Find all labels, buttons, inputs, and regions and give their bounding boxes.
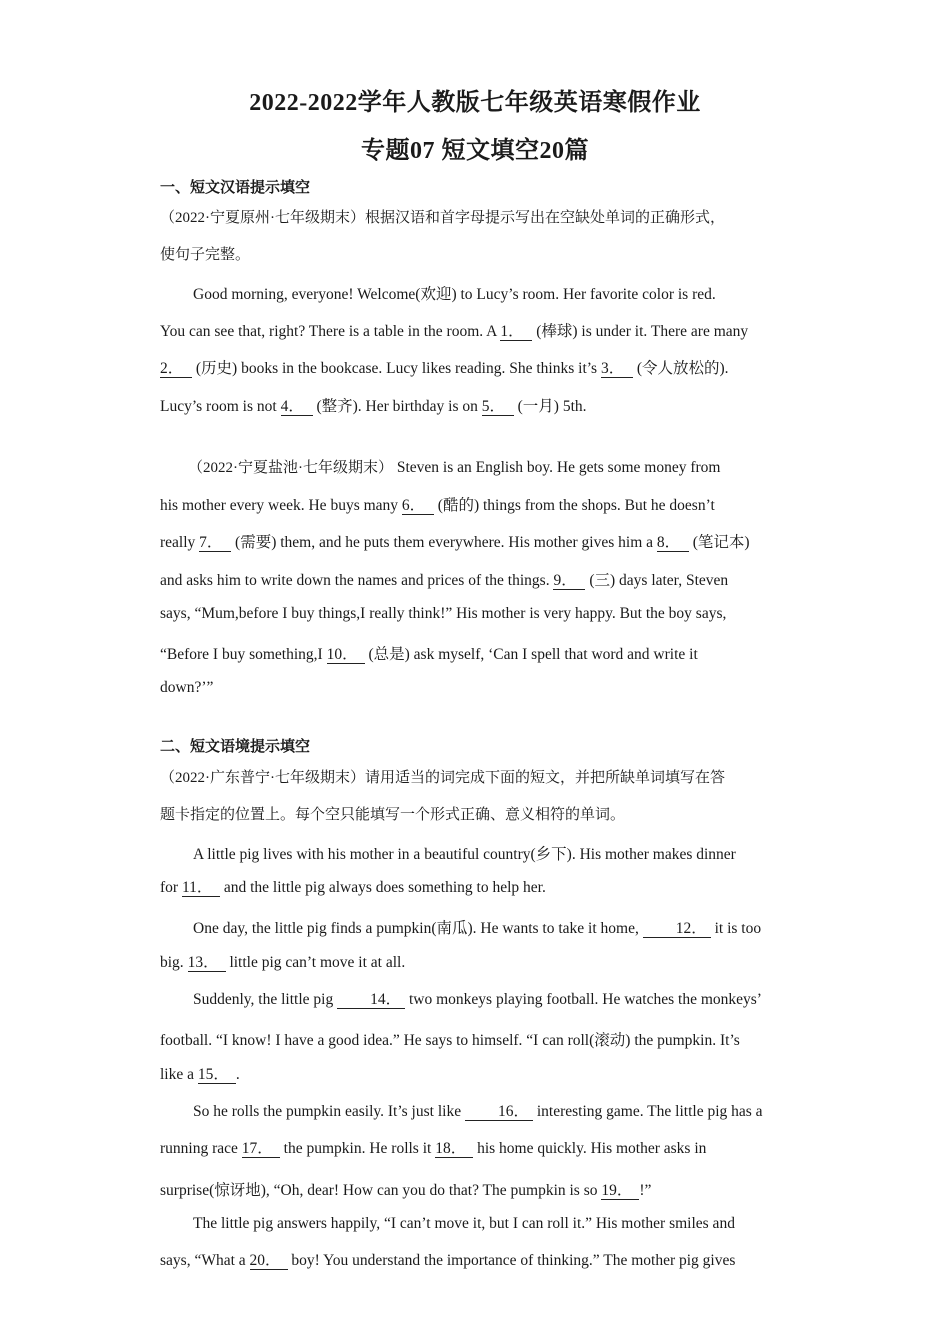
- passage2-line-6: “Before I buy something,I 10． (总是) ask myself, ‘Can I spell that word and write it: [160, 646, 698, 663]
- passage3-line-8: So he rolls the pumpkin easily. It’s just like 16． interesting game. The little pig has a: [193, 1103, 763, 1120]
- blank-9[interactable]: 9．: [553, 573, 585, 590]
- passage3-line-10: surprise(惊讶地), “Oh, dear! How can you do that? The pumpkin is so 19． !”: [160, 1182, 652, 1199]
- blank-15[interactable]: 15．: [198, 1067, 236, 1084]
- passage3-line-7: like a 15． .: [160, 1066, 240, 1083]
- blank-18[interactable]: 18．: [435, 1141, 473, 1158]
- blank-2[interactable]: 2．: [160, 361, 192, 378]
- passage2-line-1: （2022·宁夏盐池·七年级期末） Steven is an English boy. He gets some money from: [188, 459, 721, 476]
- blank-16[interactable]: 16．: [465, 1104, 533, 1121]
- passage1-instruction-line: 使句子完整。: [160, 247, 251, 263]
- passage3-line-2: for 11． and the little pig always does something to help her.: [160, 879, 546, 896]
- passage3-line-12: says, “What a 20． boy! You understand the importance of thinking.” The mother pig gives: [160, 1252, 736, 1269]
- passage1-line-3: 2． (历史) books in the bookcase. Lucy likes reading. She thinks it’s 3． (令人放松的).: [160, 360, 729, 377]
- passage3-line-5: Suddenly, the little pig 14． two monkeys playing football. He watches the monkeys’: [193, 991, 762, 1008]
- passage2-line-3: really 7． (需要) them, and he puts them everywhere. His mother gives him a 8． (笔记本): [160, 534, 750, 551]
- blank-6[interactable]: 6．: [402, 498, 434, 515]
- blank-11[interactable]: 11．: [182, 880, 220, 897]
- passage2-line-5: says, “Mum,before I buy things,I really think!” His mother is very happy. But the boy says,: [160, 605, 727, 622]
- passage2-line-4: and asks him to write down the names and prices of the things. 9． (三) days later, Steven: [160, 572, 729, 589]
- passage1-line-4: Lucy’s room is not 4． (整齐). Her birthday is on 5． (一月) 5th.: [160, 398, 587, 415]
- blank-4[interactable]: 4．: [281, 399, 313, 416]
- blank-17[interactable]: 17．: [242, 1141, 280, 1158]
- passage1-line-1: Good morning, everyone! Welcome(欢迎) to Lucy’s room. Her favorite color is red.: [193, 286, 716, 303]
- blank-19[interactable]: 19．: [601, 1183, 639, 1200]
- blank-12[interactable]: 12．: [643, 921, 711, 938]
- passage3-instruction-line: 题卡指定的位置上。每个空只能填写一个形式正确、意义相符的单词。: [160, 807, 626, 823]
- blank-8[interactable]: 8．: [657, 535, 689, 552]
- blank-5[interactable]: 5．: [482, 399, 514, 416]
- passage1-source-line: （2022·宁夏原州·七年级期末）根据汉语和首字母提示写出在空缺处单词的正确形式，: [160, 210, 725, 226]
- document-subtitle: 专题07 短文填空20篇: [361, 138, 589, 164]
- blank-10[interactable]: 10．: [327, 647, 365, 664]
- blank-14[interactable]: 14．: [337, 992, 405, 1009]
- passage3-source-line: （2022·广东普宁·七年级期末）请用适当的词完成下面的短文，并把所缺单词填写在答: [160, 770, 725, 786]
- blank-1[interactable]: 1．: [500, 324, 532, 341]
- passage2-line-7: down?’”: [160, 679, 214, 696]
- passage3-line-11: The little pig answers happily, “I can’t move it, but I can roll it.” His mother smiles and: [193, 1215, 735, 1232]
- passage3-line-1: A little pig lives with his mother in a beautiful country(乡下). His mother makes dinner: [193, 846, 736, 863]
- passage1-line-2: You can see that, right? There is a table in the room. A 1． (棒球) is under it. There are many: [160, 323, 749, 340]
- passage3-line-9: running race 17． the pumpkin. He rolls it 18． his home quickly. His mother asks in: [160, 1140, 707, 1157]
- blank-7[interactable]: 7．: [199, 535, 231, 552]
- document-title: 2022-2022学年人教版七年级英语寒假作业: [249, 90, 701, 116]
- section-heading-1: 一、短文汉语提示填空: [160, 178, 311, 196]
- passage3-line-4: big. 13． little pig can’t move it at all.: [160, 954, 406, 971]
- passage3-line-6: football. “I know! I have a good idea.” He says to himself. “I can roll(滚动) the pumpkin. It’s: [160, 1032, 740, 1049]
- blank-3[interactable]: 3．: [601, 361, 633, 378]
- blank-20[interactable]: 20．: [250, 1253, 288, 1270]
- blank-13[interactable]: 13．: [188, 955, 226, 972]
- section-heading-2: 二、短文语境提示填空: [160, 737, 311, 755]
- passage3-line-3: One day, the little pig finds a pumpkin(南瓜). He wants to take it home, 12． it is too: [193, 920, 762, 937]
- passage2-line-2: his mother every week. He buys many 6． (酷的) things from the shops. But he doesn’t: [160, 497, 715, 514]
